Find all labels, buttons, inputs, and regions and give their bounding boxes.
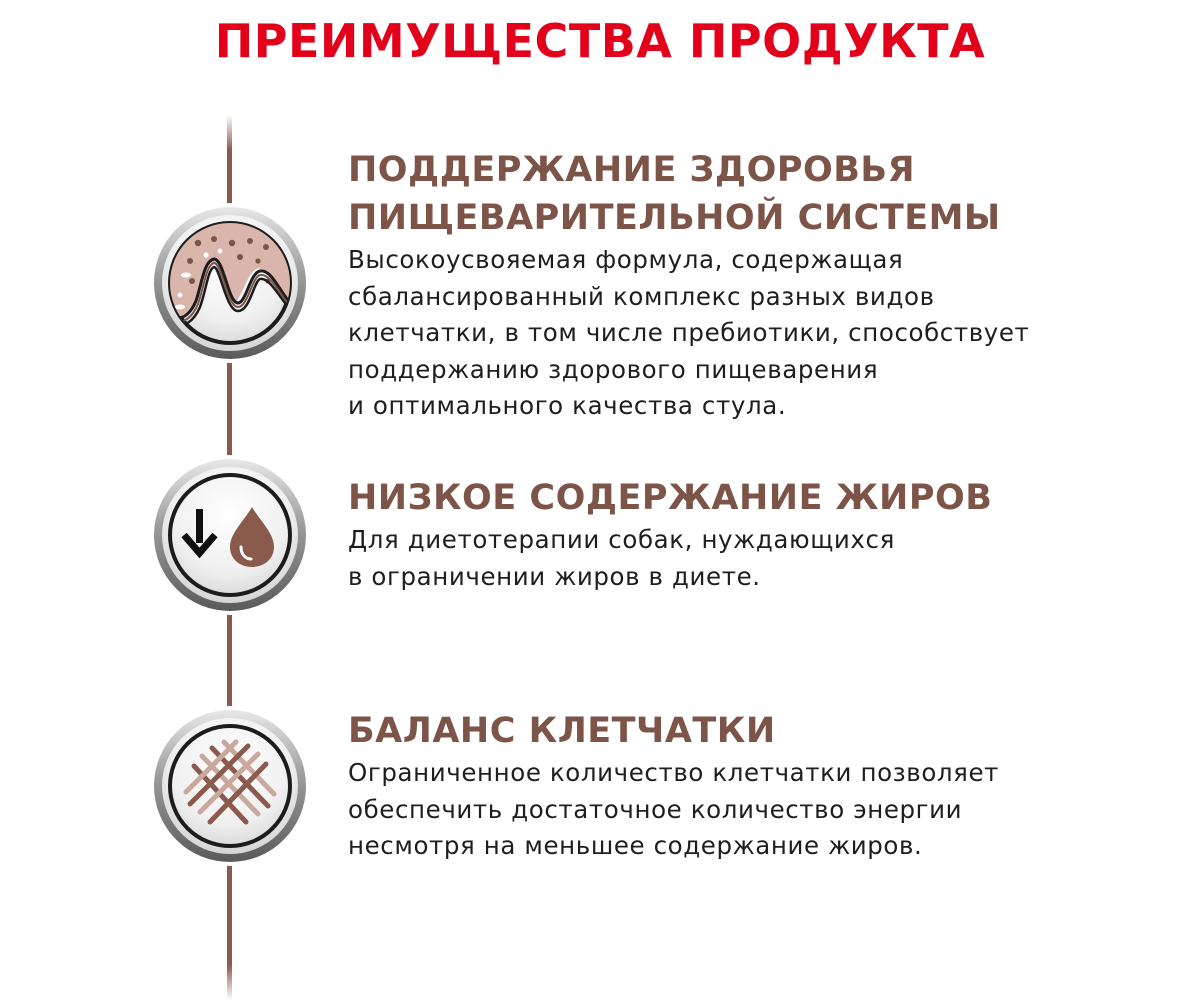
benefit-fiber-balance <box>348 707 1168 865</box>
benefit-title-line: БАЛАНС КЛЕТЧАТКИ <box>348 711 776 751</box>
benefit-title-line: ПИЩЕВАРИТЕЛЬНОЙ СИСТЕМЫ <box>348 198 1001 238</box>
benefit-title-line: НИЗКОЕ СОДЕРЖАНИЕ ЖИРОВ <box>348 478 993 518</box>
benefit-description <box>348 755 1168 865</box>
page-title: ПРЕИМУЩЕСТВА ПРОДУКТА <box>214 14 986 68</box>
fiber-balance-icon <box>150 706 310 866</box>
benefit-text-line: несмотря на меньшее содержание жиров. <box>348 831 923 860</box>
digestive-health-icon <box>150 203 310 363</box>
benefit-description <box>348 522 1168 595</box>
benefit-title <box>348 707 1168 755</box>
benefit-title <box>348 146 1168 242</box>
benefit-text-line: и оптимального качества стула. <box>348 391 787 420</box>
benefit-low-fat <box>348 474 1168 595</box>
low-fat-icon <box>150 455 310 615</box>
benefit-text-line: Высокоусвояемая формула, содержащая <box>348 245 904 274</box>
benefit-text-line: поддержанию здорового пищеварения <box>348 354 879 384</box>
benefit-description <box>348 242 1168 425</box>
benefit-title <box>348 474 1168 522</box>
benefit-text-line: Ограниченное количество клетчатки позволяет <box>348 758 1000 787</box>
benefit-text-line: клетчатки, в том числе пребиотики, способствует <box>348 318 1030 347</box>
benefit-text-line: сбалансированный комплекс разных видов <box>348 281 935 311</box>
benefit-title-line: ПОДДЕРЖАНИЕ ЗДОРОВЬЯ <box>348 150 916 190</box>
benefit-text-line: Для диетотерапии собак, нуждающихся <box>348 525 895 554</box>
benefit-digestive-health <box>348 146 1168 425</box>
benefit-text-line: в ограничении жиров в диете. <box>348 561 761 591</box>
benefit-text-line: обеспечить достаточное количество энергии <box>348 794 963 824</box>
